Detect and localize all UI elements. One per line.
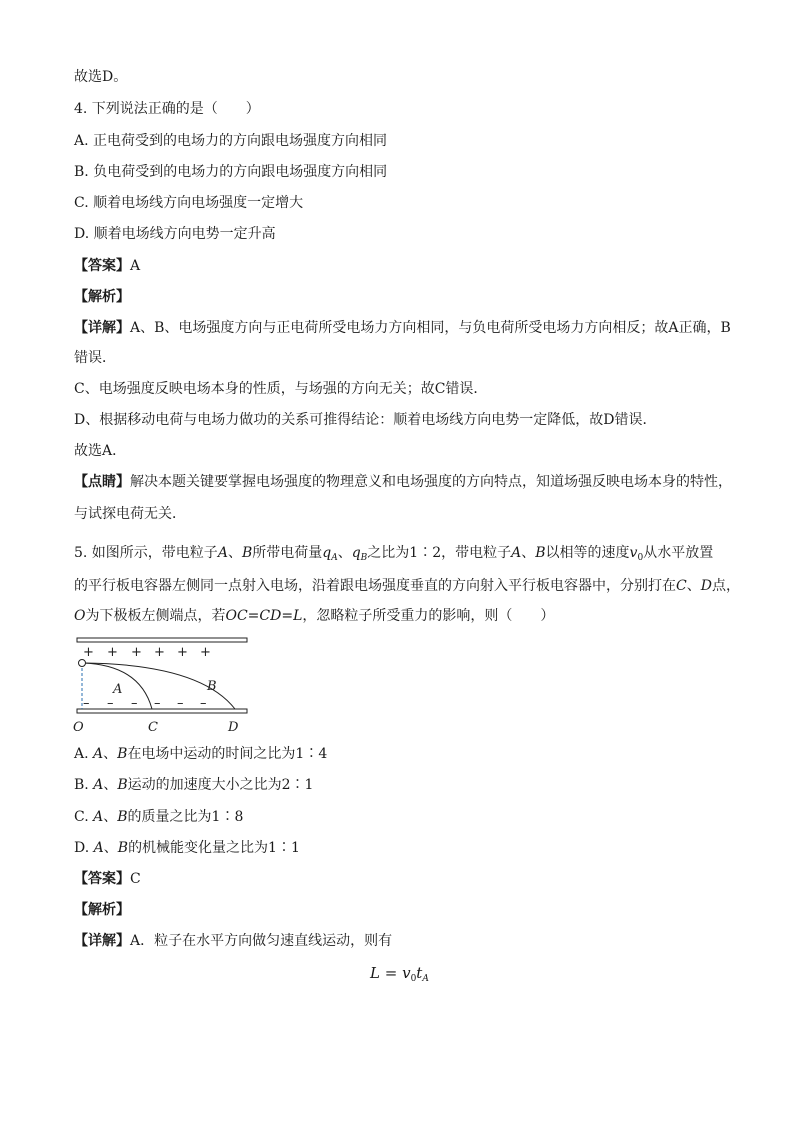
var-B: B	[241, 545, 253, 561]
q5-stem-line-3	[74, 606, 554, 626]
var-C: C	[676, 578, 687, 594]
label-o: O	[73, 720, 84, 735]
q5-text: 以相等的速度	[545, 545, 630, 561]
answer-tag: 【答案】	[74, 258, 130, 274]
var-B: B	[117, 809, 128, 825]
q5-text: 的平行板电容器左侧同一点射入电场，沿着跟电场强度垂直的方向射入平行板电容器中，分别打在	[74, 578, 676, 594]
minus-sign: –	[131, 696, 138, 711]
q5-text: ，忽略粒子所受重力的影响，则（ ）	[302, 608, 555, 624]
q4-detail-line-1b: 错误．	[74, 350, 116, 366]
minus-sign: –	[107, 696, 114, 711]
opt-letter: B.	[74, 777, 94, 793]
q4-option-a: A. 正电荷受到的电场力的方向跟电场强度方向相同	[74, 133, 388, 149]
var-B: B	[117, 777, 128, 793]
label-c: C	[148, 720, 158, 735]
q4-analysis-tag: 【解析】	[74, 289, 130, 305]
sep: 、	[227, 545, 242, 561]
minus-sign: –	[177, 696, 184, 711]
label-d: D	[228, 720, 239, 735]
var-A: A	[93, 777, 104, 793]
var-A: A	[511, 545, 522, 561]
lower-plate	[77, 709, 247, 713]
sep: 、	[521, 545, 536, 561]
q5-option-d	[74, 838, 300, 858]
q5-analysis-tag: 【解析】	[74, 902, 130, 918]
opt-text: 在电场中运动的时间之比为1∶4	[127, 746, 328, 762]
q5-text: 从水平放置	[643, 545, 714, 561]
var-A: A	[93, 746, 104, 762]
formula-L: L	[370, 964, 380, 982]
formula-t: t	[416, 964, 423, 982]
condition: OC=CD=L	[225, 608, 303, 624]
opt-letter: C.	[74, 809, 94, 825]
formula-sub-A: A	[422, 974, 429, 984]
sub-B: B	[360, 553, 368, 563]
previous-answer-choice: 故选D。	[74, 69, 128, 85]
formula-sub-0: 0	[410, 974, 417, 984]
q5-text: 所带电荷量	[252, 545, 323, 561]
plus-sign: +	[131, 645, 142, 660]
var-A: A	[93, 809, 104, 825]
q5-stem-line-1	[74, 543, 713, 568]
q5-text: 为下极板左侧端点，若	[85, 608, 226, 624]
formula-v: v	[402, 964, 411, 982]
detail-text: A．粒子在水平方向做匀速直线运动，则有	[130, 933, 393, 949]
q5-text: 之比为1∶2，带电粒子	[367, 545, 512, 561]
q5-answer	[74, 869, 141, 889]
sep: 、	[686, 578, 701, 594]
formula-eq: =	[379, 964, 403, 982]
note-tag: 【点睛】	[74, 474, 130, 490]
plus-sign: +	[107, 645, 118, 660]
var-B: B	[535, 545, 546, 561]
q4-choice: 故选A．	[74, 443, 127, 459]
capacitor-diagram	[70, 634, 260, 738]
answer-value: A	[130, 258, 141, 274]
entry-point	[79, 660, 86, 667]
detail-tag: 【详解】	[74, 933, 130, 949]
var-B: B	[117, 746, 128, 762]
minus-sign: –	[83, 696, 90, 711]
sub-zero: 0	[637, 553, 644, 563]
label-b: B	[207, 679, 217, 694]
var-O: O	[74, 608, 86, 624]
answer-tag: 【答案】	[74, 871, 130, 887]
plus-sign: +	[154, 645, 165, 660]
q5-option-a	[74, 744, 327, 764]
q5-text: 5. 如图所示，带电粒子	[74, 545, 218, 561]
formula-l-equals-v0-ta	[370, 964, 429, 984]
sep: 、	[337, 545, 352, 561]
sep: 、	[103, 809, 118, 825]
opt-text: 的机械能变化量之比为1∶1	[128, 840, 300, 856]
opt-letter: A.	[74, 746, 94, 762]
sep: 、	[103, 840, 118, 856]
note-text: 解决本题关键要掌握电场强度的物理意义和电场强度的方向特点，知道场强反映电场本身的特性，	[130, 474, 732, 490]
q4-detail-line-3: D、根据移动电荷与电场力做功的关系可推得结论：顺着电场线方向电势一定降低，故D错误．	[74, 412, 657, 428]
q4-stem: 4. 下列说法正确的是（ ）	[74, 101, 260, 117]
q5-text: 点，	[711, 578, 740, 594]
q5-option-c	[74, 807, 243, 827]
q5-detail-line-1	[74, 931, 392, 951]
opt-letter: D.	[74, 840, 94, 856]
minus-sign: –	[200, 696, 207, 711]
var-A: A	[217, 545, 228, 561]
q5-stem-line-2	[74, 576, 740, 596]
opt-text: 运动的加速度大小之比为2∶1	[127, 777, 314, 793]
plus-sign: +	[177, 645, 188, 660]
detail-tag: 【详解】	[74, 320, 130, 336]
minus-sign: –	[154, 696, 161, 711]
sep: 、	[103, 777, 118, 793]
var-A: A	[93, 840, 104, 856]
q4-answer	[74, 256, 140, 276]
var-q: q	[351, 545, 361, 561]
var-D: D	[700, 578, 712, 594]
label-a: A	[113, 682, 123, 697]
answer-value: C	[130, 871, 141, 887]
q4-option-b: B. 负电荷受到的电场力的方向跟电场强度方向相同	[74, 164, 388, 180]
q4-detail-line-2: C、电场强度反映电场本身的性质，与场强的方向无关；故C错误．	[74, 381, 488, 397]
q4-note-line-1	[74, 472, 732, 492]
opt-text: 的质量之比为1∶8	[127, 809, 244, 825]
q4-option-d: D. 顺着电场线方向电势一定升高	[74, 226, 276, 242]
var-v: v	[629, 545, 638, 561]
sub-A: A	[331, 553, 338, 563]
q4-note-line-2: 与试探电荷无关．	[74, 506, 186, 522]
sep: 、	[103, 746, 118, 762]
plus-sign: +	[83, 645, 94, 660]
upper-plate	[77, 638, 247, 642]
q4-option-c: C. 顺着电场线方向电场强度一定增大	[74, 195, 304, 211]
plus-sign: +	[200, 645, 211, 660]
q4-detail-line-1	[74, 318, 731, 338]
var-B: B	[117, 840, 129, 856]
var-q: q	[322, 545, 332, 561]
q5-option-b	[74, 775, 313, 795]
detail-text: A、B、电场强度方向与正电荷所受电场力方向相同，与负电荷所受电场力方向相反；故A正确，B	[130, 320, 731, 336]
